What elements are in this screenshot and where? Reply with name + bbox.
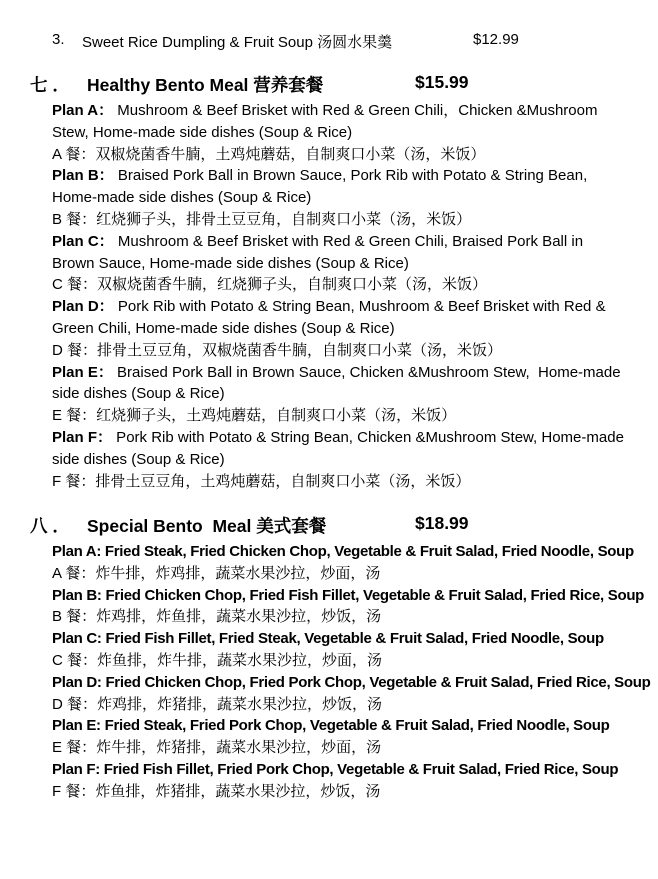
plan-item bbox=[52, 715, 658, 759]
plan-line-en bbox=[52, 585, 658, 607]
plan-item bbox=[52, 231, 624, 296]
plan-description-zh: B 餐：红烧狮子头，排骨土豆豆角，自制爽口小菜（汤，米饭） bbox=[52, 210, 472, 228]
plan-label: Plan D： bbox=[52, 298, 114, 316]
plan-label: Plan A： bbox=[52, 102, 114, 119]
plan-description-zh: D 餐：排骨土豆豆角，双椒烧菌香牛腩，自制爽口小菜（汤，米饭） bbox=[52, 341, 503, 359]
plan-item bbox=[52, 628, 658, 672]
menu-item-row bbox=[0, 31, 658, 51]
plan-line-en bbox=[52, 165, 624, 209]
plan-description-zh: C 餐：炸鱼排，炸牛排，蔬菜水果沙拉，炒面，汤 bbox=[52, 651, 383, 669]
menu-section bbox=[0, 72, 658, 492]
plan-line-en bbox=[52, 100, 624, 144]
plans-list bbox=[52, 100, 629, 492]
plan-label: Plan F: bbox=[52, 760, 100, 778]
plan-description-en: Fried Fish Fillet, Fried Steak, Vegetable & Fruit Salad, Fried Noodle, Soup bbox=[101, 630, 604, 648]
item-price: $12.99 bbox=[473, 31, 519, 48]
plan-item bbox=[52, 427, 629, 492]
plan-line-en bbox=[52, 759, 658, 781]
section-numeral: 八 ． bbox=[30, 516, 70, 536]
plan-label: Plan E： bbox=[52, 363, 113, 381]
plan-description-en: Fried Chicken Chop, Fried Pork Chop, Vegetable & Fruit Salad, Fried Rice, Soup bbox=[101, 673, 651, 691]
item-number: 3. bbox=[52, 31, 65, 48]
plan-description-en: Mushroom & Beef Brisket with Red & Green Chili, Braised Pork Ball in Brown Sauce, Home-made side dishes (Soup & Rice) bbox=[52, 232, 588, 272]
plan-description-en: Fried Fish Fillet, Fried Pork Chop, Vegetable & Fruit Salad, Fried Rice, Soup bbox=[99, 760, 619, 778]
plan-description-en: Braised Pork Ball in Brown Sauce, Chicken &Mushroom Stew, Home-made side dishes (Soup & Rice) bbox=[52, 363, 625, 403]
plan-description-zh: E 餐：炸牛排，炸猪排，蔬菜水果沙拉，炒面，汤 bbox=[52, 739, 382, 757]
plan-line-en bbox=[52, 715, 658, 737]
plan-item bbox=[52, 759, 658, 803]
section-price: $15.99 bbox=[415, 72, 469, 92]
plan-item bbox=[52, 100, 624, 165]
plan-description-en: Pork Rib with Potato & String Bean, Mushroom & Beef Brisket with Red & Green Chili, Home-made side dishes (Soup & Rice) bbox=[52, 298, 610, 337]
plan-description-en: Fried Chicken Chop, Fried Fish Fillet, Vegetable & Fruit Salad, Fried Rice, Soup bbox=[101, 586, 645, 604]
plans-list bbox=[52, 541, 658, 803]
item-name: Sweet Rice Dumpling & Fruit Soup 汤圆水果羹 bbox=[82, 34, 393, 51]
plan-description-en: Pork Rib with Potato & String Bean, Chicken &Mushroom Stew, Home-made side dishes (Soup & Rice) bbox=[52, 428, 629, 468]
section-numeral: 七 ． bbox=[30, 75, 70, 95]
plan-line-en bbox=[52, 296, 624, 340]
plan-description-en: Mushroom & Beef Brisket with Red & Green Chili，Chicken &Mushroom Stew, Home-made side dishes (Soup & Rice) bbox=[52, 102, 602, 141]
plan-description-zh: B 餐：炸鸡排，炸鱼排，蔬菜水果沙拉，炒饭，汤 bbox=[52, 608, 382, 626]
plan-description-zh: A 餐：双椒烧菌香牛腩，土鸡炖蘑菇，自制爽口小菜（汤，米饭） bbox=[52, 145, 486, 163]
plan-description-zh: D 餐：炸鸡排，炸猪排，蔬菜水果沙拉，炒饭，汤 bbox=[52, 695, 383, 713]
plan-label: Plan A: bbox=[52, 543, 102, 560]
plan-line-en bbox=[52, 231, 624, 275]
plan-label: Plan D: bbox=[52, 673, 102, 691]
menu-section bbox=[0, 513, 658, 803]
plan-item bbox=[52, 585, 658, 629]
section-heading bbox=[0, 72, 658, 95]
plan-line-en bbox=[52, 541, 658, 563]
plan-description-zh: F 餐：炸鱼排，炸猪排，蔬菜水果沙拉，炒饭，汤 bbox=[52, 782, 381, 800]
plan-label: Plan B： bbox=[52, 167, 114, 185]
section-price: $18.99 bbox=[415, 513, 469, 533]
plan-line-en bbox=[52, 672, 658, 694]
plan-label: Plan B: bbox=[52, 586, 102, 604]
section-title: Special Bento Meal 美式套餐 bbox=[87, 516, 327, 536]
plan-description-en: Fried Steak, Fried Pork Chop, Vegetable & Fruit Salad, Fried Noodle, Soup bbox=[100, 717, 610, 735]
plan-line-en bbox=[52, 362, 624, 406]
plan-item bbox=[52, 672, 658, 716]
plan-description-zh: F 餐：排骨土豆豆角，土鸡炖蘑菇，自制爽口小菜（汤，米饭） bbox=[52, 472, 471, 490]
plan-description-zh: C 餐：双椒烧菌香牛腩，红烧狮子头，自制爽口小菜（汤，米饭） bbox=[52, 276, 488, 294]
plan-label: Plan C: bbox=[52, 630, 102, 648]
plan-description-en: Fried Steak, Fried Chicken Chop, Vegetable & Fruit Salad, Fried Noodle, Soup bbox=[101, 543, 634, 560]
section-heading bbox=[0, 513, 658, 536]
plan-description-zh: E 餐：红烧狮子头，土鸡炖蘑菇，自制爽口小菜（汤，米饭） bbox=[52, 407, 457, 425]
plan-line-en bbox=[52, 427, 629, 471]
plan-item bbox=[52, 296, 624, 361]
plan-line-en bbox=[52, 628, 658, 650]
plan-description-zh: A 餐：炸牛排，炸鸡排，蔬菜水果沙拉，炒面，汤 bbox=[52, 564, 381, 582]
plan-label: Plan C： bbox=[52, 232, 114, 250]
plan-description-en: Braised Pork Ball in Brown Sauce, Pork Rib with Potato & String Bean, Home-made side dishes (Soup & Rice) bbox=[52, 167, 596, 207]
plan-label: Plan F： bbox=[52, 428, 113, 446]
plan-item bbox=[52, 165, 624, 230]
plan-item bbox=[52, 362, 624, 427]
plan-item bbox=[52, 541, 658, 585]
plan-label: Plan E: bbox=[52, 717, 101, 735]
section-title: Healthy Bento Meal 营养套餐 bbox=[87, 75, 324, 95]
